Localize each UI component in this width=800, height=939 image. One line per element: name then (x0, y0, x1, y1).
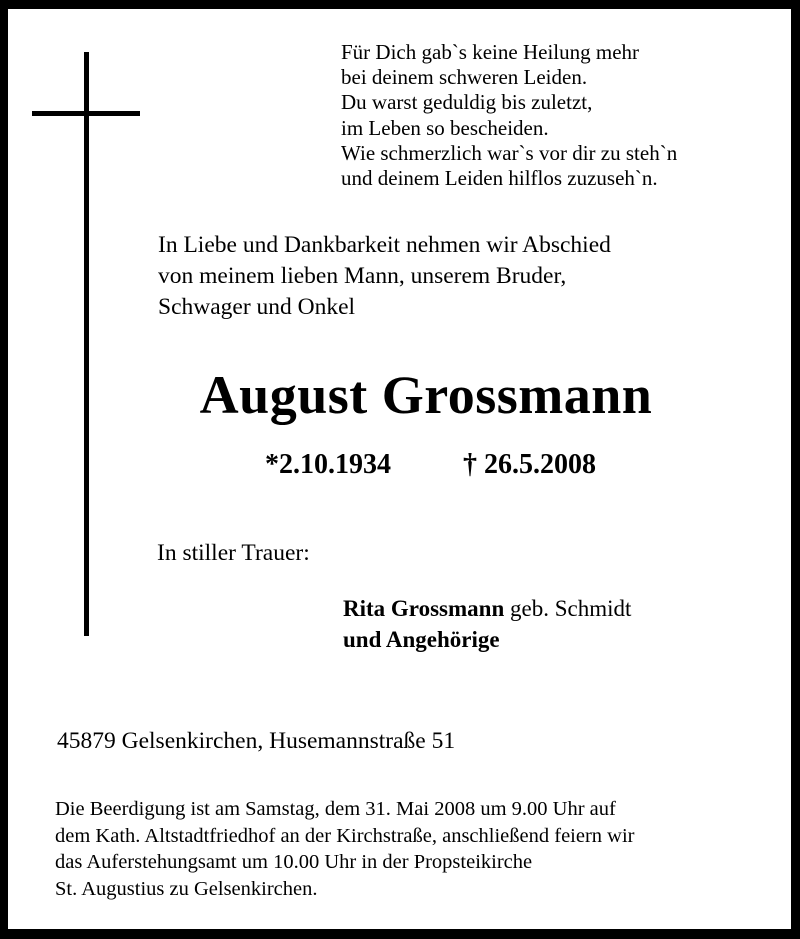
poem-line: Wie schmerzlich war`s vor dir zu steh`n (341, 140, 678, 165)
cross-icon-bar (32, 111, 140, 116)
cross-icon (84, 52, 89, 636)
birth-date: *2.10.1934 (265, 449, 391, 480)
mourning-heading: In stiller Trauer: (157, 540, 310, 566)
farewell-line: von meinem lieben Mann, unserem Bruder, (158, 263, 567, 289)
address: 45879 Gelsenkirchen, Husemannstraße 51 (57, 728, 456, 754)
funeral-line: dem Kath. Altstadtfriedhof an der Kirchstraße, anschließend feiern wir (55, 824, 635, 847)
deceased-name: August Grossmann (199, 365, 653, 425)
funeral-line: das Auferstehungsamt um 10.00 Uhr in der Propsteikirche (55, 851, 533, 873)
memorial-poem (341, 40, 677, 191)
poem-line: und deinem Leiden hilflos zuzuseh`n. (341, 166, 658, 191)
poem-line: im Leben so bescheiden. (341, 115, 549, 140)
farewell-text (158, 230, 611, 323)
mourners-block (343, 593, 631, 655)
poem-line: bei deinem schweren Leiden. (341, 65, 588, 90)
relatives-line: und Angehörige (343, 627, 500, 652)
farewell-line: In Liebe und Dankbarkeit nehmen wir Abschied (158, 232, 611, 258)
funeral-line: St. Augustius zu Gelsenkirchen. (55, 877, 318, 900)
funeral-line: Die Beerdigung ist am Samstag, dem 31. Mai 2008 um 9.00 Uhr auf (55, 798, 616, 820)
spouse-maiden-name: geb. Schmidt (510, 596, 632, 621)
poem-line: Du warst geduldig bis zuletzt, (341, 90, 593, 115)
death-date: † 26.5.2008 (463, 449, 596, 480)
spouse-line (343, 593, 631, 624)
farewell-line: Schwager und Onkel (158, 294, 356, 320)
funeral-details (55, 796, 635, 902)
spouse-name: Rita Grossmann (343, 596, 505, 621)
poem-line: Für Dich gab`s keine Heilung mehr (341, 40, 640, 64)
